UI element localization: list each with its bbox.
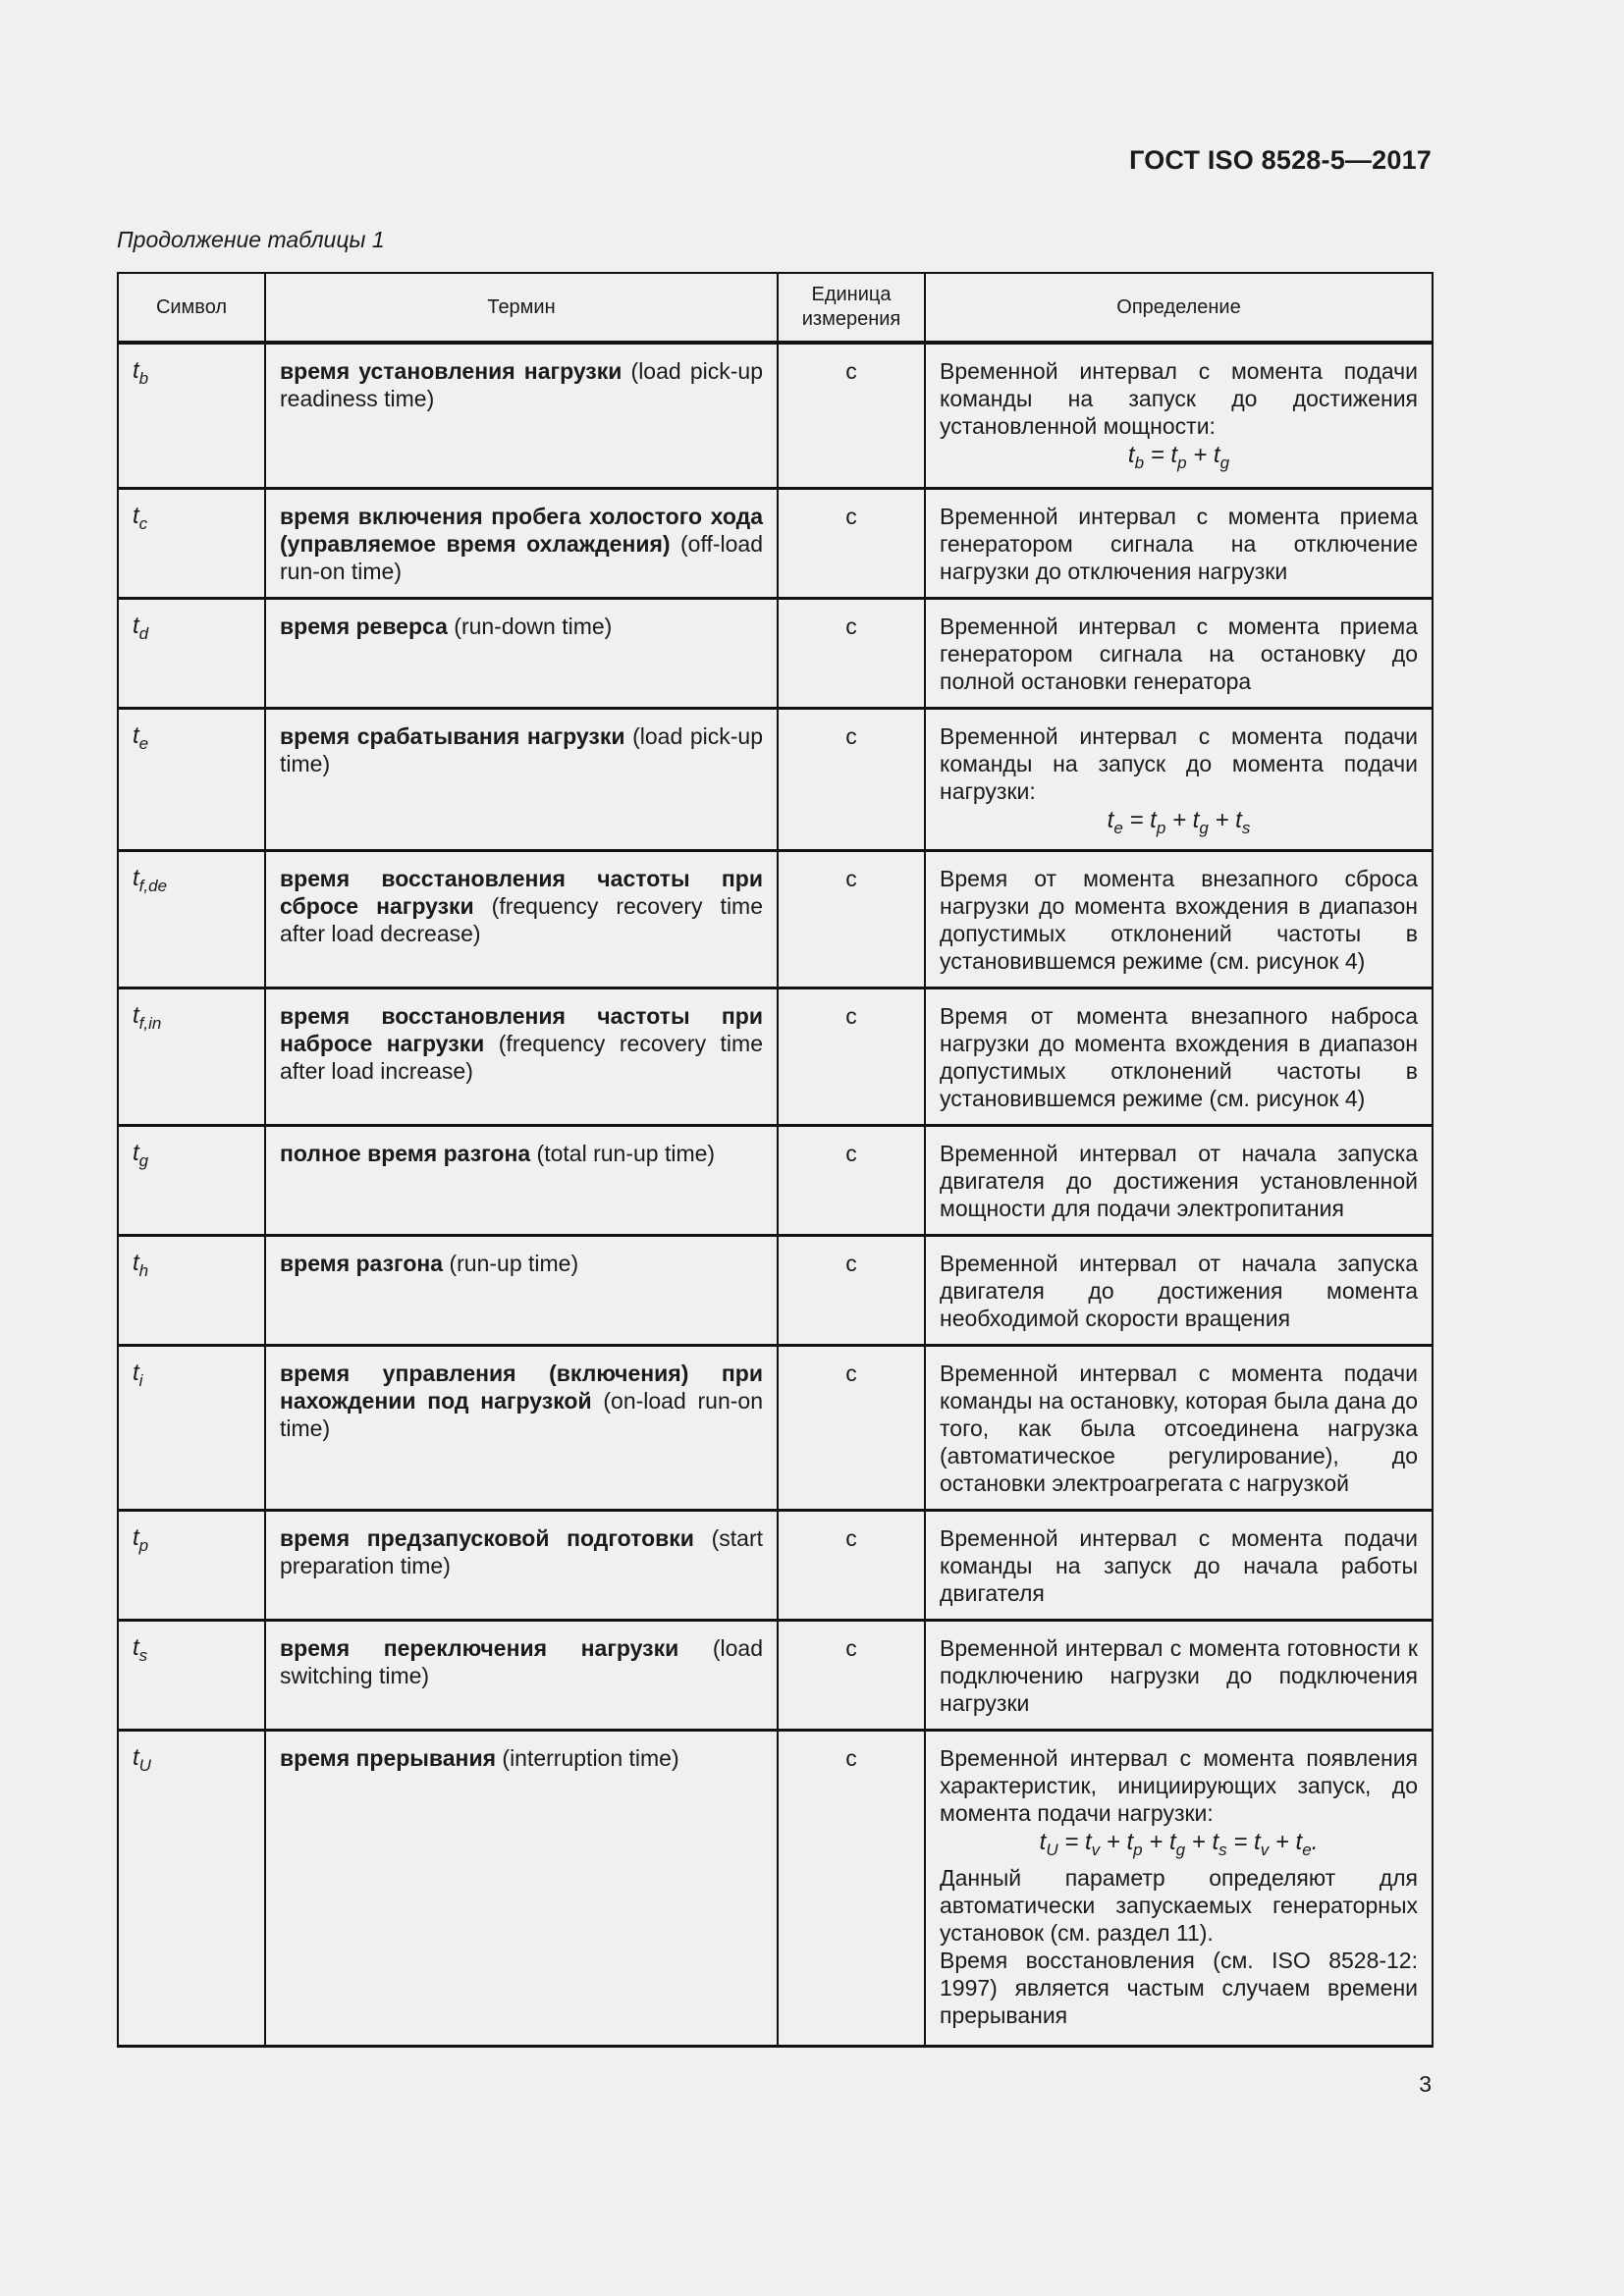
term-russian: время переключения нагрузки	[280, 1635, 679, 1662]
term-cell	[265, 343, 778, 488]
page-number: 3	[1419, 2071, 1432, 2097]
term-russian: полное время разгона	[280, 1141, 531, 1167]
column-header-definition: Определение	[925, 273, 1433, 343]
term-russian: время реверса	[280, 613, 448, 639]
term-cell	[265, 1511, 778, 1621]
definition-cell	[925, 343, 1433, 488]
symbol-letter: t	[133, 1250, 139, 1277]
table-row	[118, 343, 1433, 488]
definition-note: Время восстановления (см. ISO 8528-12: 1997) является частым случаем времени прерывания	[940, 1948, 1418, 2029]
definitions-table	[117, 272, 1434, 2048]
symbol-cell	[118, 1621, 265, 1731]
table-row	[118, 851, 1433, 988]
unit-cell: с	[778, 343, 925, 488]
symbol-letter: t	[133, 865, 139, 892]
definition-cell	[925, 1236, 1433, 1346]
table-header-row	[118, 273, 1433, 343]
table-row	[118, 1236, 1433, 1346]
symbol-subscript: p	[138, 1536, 149, 1556]
definition-text: Время от момента внезапного наброса нагрузки до момента вхождения в диапазон допустимых отклонений частоты в установившемся режиме (см. рисунок 4)	[940, 1003, 1418, 1112]
definition-text: Время от момента внезапного сброса нагрузки до момента вхождения в диапазон допустимых отклонений частоты в установившемся режиме (см. рисунок 4)	[940, 866, 1418, 975]
definition-text: Временной интервал с момента приема генератором сигнала на отключение нагрузки до отключения нагрузки	[940, 503, 1418, 584]
term-cell	[265, 598, 778, 708]
definition-text: Временной интервал с момента подачи команды на запуск до начала работы двигателя	[940, 1525, 1418, 1607]
definition-cell	[925, 851, 1433, 988]
symbol-letter: t	[133, 502, 139, 529]
term-english: (interruption time)	[496, 1745, 679, 1772]
table-row	[118, 1731, 1433, 2047]
symbol-subscript: d	[138, 623, 149, 643]
term-russian: время управления (включения) при нахождении под нагрузкой	[280, 1361, 763, 1415]
definition-formula: $t_e = t_p + t_g + t_s$	[1107, 806, 1251, 837]
table-row	[118, 488, 1433, 598]
term-russian: время установления нагрузки	[280, 358, 623, 384]
definition-cell	[925, 1346, 1433, 1511]
symbol-letter: t	[133, 1002, 139, 1030]
term-english: (run-up time)	[443, 1251, 579, 1277]
symbol-subscript: s	[138, 1646, 148, 1666]
symbol-subscript: e	[138, 733, 149, 753]
term-russian: время восстановления частоты при сбросе нагрузки	[280, 866, 763, 920]
symbol-letter: t	[133, 1744, 139, 1772]
term-english: (load pick-up time)	[280, 722, 763, 776]
term-english: (frequency recovery time after load decrease)	[280, 893, 764, 947]
symbol-cell	[118, 708, 265, 851]
symbol-cell	[118, 1126, 265, 1236]
table-row	[118, 1621, 1433, 1731]
term-english: (load switching time)	[280, 1635, 763, 1689]
symbol-subscript: f,in	[138, 1014, 162, 1034]
term-cell	[265, 988, 778, 1126]
table-body	[118, 343, 1433, 2047]
definition-formula: $t_b = t_p + t_g$	[1127, 442, 1230, 472]
column-header-unit: Единица измерения	[778, 273, 925, 343]
symbol-subscript: g	[138, 1151, 149, 1171]
definition-text: Временной интервал с момента готовности к подключению нагрузки до подключения нагрузки	[940, 1635, 1418, 1717]
definition-cell	[925, 488, 1433, 598]
unit-cell: с	[778, 988, 925, 1126]
definition-text: Временной интервал от начала запуска двигателя до достижения установленной мощности для подачи электропитания	[940, 1141, 1418, 1222]
symbol-subscript: h	[138, 1261, 149, 1281]
definition-cell	[925, 988, 1433, 1126]
unit-cell: с	[778, 1236, 925, 1346]
column-header-symbol: Символ	[118, 273, 265, 343]
definition-text: Временной интервал с момента подачи команды на запуск до момента подачи нагрузки:	[940, 722, 1418, 804]
definition-text: Временной интервал с момента приема генератором сигнала на остановку до полной остановки генератора	[940, 613, 1418, 694]
unit-cell: с	[778, 708, 925, 851]
definition-text: Временной интервал с момента подачи команды на запуск до достижения установленной мощности:	[940, 358, 1418, 439]
term-english: (on-load run-on time)	[280, 1388, 763, 1442]
table-caption: Продолжение таблицы 1	[117, 227, 385, 252]
symbol-subscript: c	[138, 513, 148, 533]
term-english: (start preparation time)	[280, 1525, 764, 1579]
symbol-subscript: U	[138, 1756, 151, 1776]
term-russian: время разгона	[280, 1251, 444, 1277]
table-row	[118, 988, 1433, 1126]
symbol-cell	[118, 598, 265, 708]
table-row	[118, 1346, 1433, 1511]
symbol-letter: t	[133, 612, 139, 639]
definition-cell	[925, 598, 1433, 708]
symbol-cell	[118, 1346, 265, 1511]
symbol-letter: t	[133, 721, 139, 749]
definition-cell	[925, 708, 1433, 851]
term-cell	[265, 708, 778, 851]
symbol-cell	[118, 1731, 265, 2047]
symbol-letter: t	[133, 1360, 139, 1387]
table-row	[118, 708, 1433, 851]
definition-text: Временной интервал с момента появления характеристик, инициирующих запуск, до момента подачи нагрузки:	[940, 1745, 1418, 1827]
term-cell	[265, 1346, 778, 1511]
symbol-letter: t	[133, 357, 139, 384]
definition-note: Данный параметр определяют для автоматически запускаемых генераторных установок (см. раздел 11).	[940, 1865, 1418, 1947]
term-english: (total run-up time)	[530, 1141, 716, 1167]
term-cell	[265, 1126, 778, 1236]
symbol-cell	[118, 343, 265, 488]
definitions-table-container	[117, 272, 1432, 2048]
symbol-cell	[118, 1236, 265, 1346]
unit-cell: с	[778, 851, 925, 988]
term-russian: время предзапусковой подготовки	[280, 1525, 694, 1552]
term-cell	[265, 488, 778, 598]
table-row	[118, 598, 1433, 708]
term-english: (run-down time)	[447, 613, 613, 639]
term-english: (load pick-up readiness time)	[280, 358, 763, 411]
symbol-cell	[118, 488, 265, 598]
term-cell	[265, 1621, 778, 1731]
definition-cell	[925, 1126, 1433, 1236]
unit-cell: с	[778, 1621, 925, 1731]
symbol-subscript: f,de	[138, 877, 168, 896]
term-russian: время срабатывания нагрузки	[280, 722, 625, 749]
term-russian: время восстановления частоты при набросе нагрузки	[280, 1003, 763, 1057]
symbol-cell	[118, 1511, 265, 1621]
term-english: (frequency recovery time after load increase)	[280, 1031, 763, 1085]
definition-text: Временной интервал с момента подачи команды на остановку, которая была дана до того, как была отсоединена нагрузка (автоматическое регулирование), до остановки электроагрегата с нагрузкой	[940, 1361, 1418, 1497]
unit-cell: с	[778, 598, 925, 708]
term-russian: время включения пробега холостого хода (управляемое время охлаждения)	[280, 503, 763, 557]
unit-cell: с	[778, 1346, 925, 1511]
symbol-letter: t	[133, 1140, 139, 1167]
unit-cell: с	[778, 1511, 925, 1621]
table-row	[118, 1511, 1433, 1621]
term-cell	[265, 851, 778, 988]
term-cell	[265, 1236, 778, 1346]
definition-cell	[925, 1731, 1433, 2047]
term-cell	[265, 1731, 778, 2047]
symbol-subscript: b	[138, 368, 149, 388]
definition-cell	[925, 1621, 1433, 1731]
unit-cell: с	[778, 488, 925, 598]
column-header-term: Термин	[265, 273, 778, 343]
document-code: ГОСТ ISO 8528-5—2017	[1129, 145, 1432, 175]
symbol-letter: t	[133, 1634, 139, 1662]
definition-formula: $t_U = t_v + t_p + t_g + t_s = t_v + t_e$.	[1039, 1829, 1319, 1860]
term-english: (off-load run-on time)	[280, 530, 763, 584]
definition-cell	[925, 1511, 1433, 1621]
table-row	[118, 1126, 1433, 1236]
symbol-cell	[118, 988, 265, 1126]
unit-cell: с	[778, 1126, 925, 1236]
term-russian: время прерывания	[280, 1745, 497, 1772]
unit-cell: с	[778, 1731, 925, 2047]
definition-text: Временной интервал от начала запуска двигателя до достижения момента необходимой скорости вращения	[940, 1251, 1418, 1332]
symbol-cell	[118, 851, 265, 988]
symbol-letter: t	[133, 1524, 139, 1552]
symbol-subscript: i	[138, 1371, 143, 1391]
